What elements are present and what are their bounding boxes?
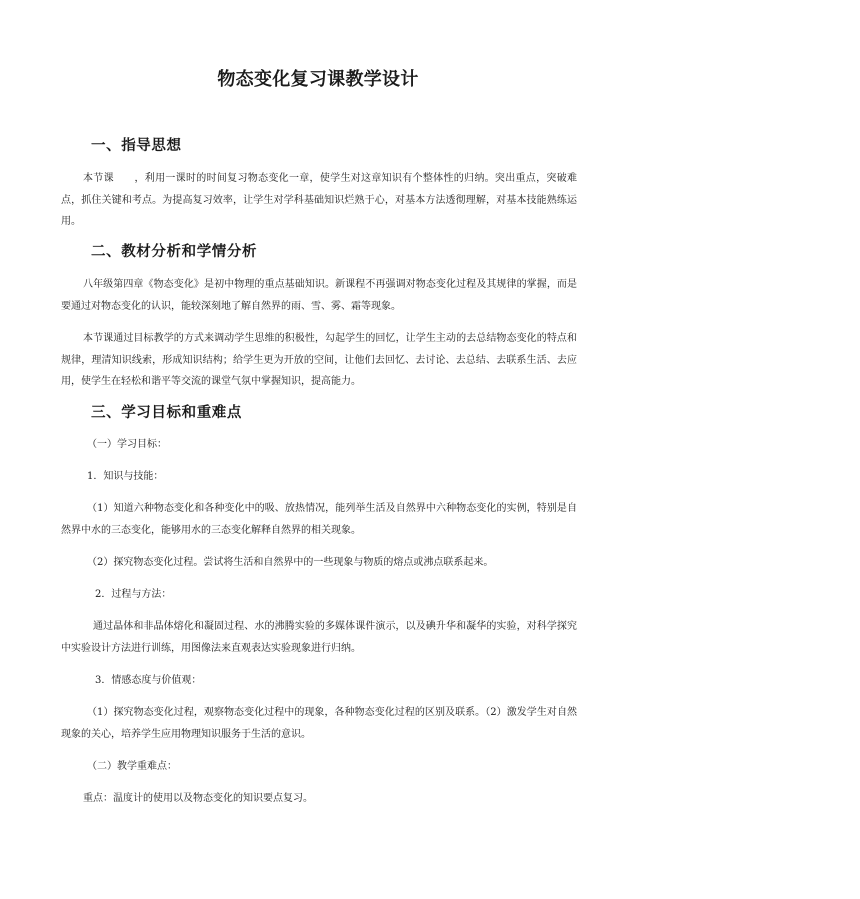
process-method-paragraph: 通过晶体和非晶体熔化和凝固过程、水的沸腾实验的多媒体课件演示，以及碘升华和凝华的实验，对科学探究中实验设计方法进行训练，用图像法来直观表达实验现象进行归纳。 xyxy=(61,621,577,654)
section-heading-guiding-thought: 一、指导思想 xyxy=(91,138,182,154)
section-heading-analysis: 二、教材分析和学情分析 xyxy=(91,244,258,260)
objective-process-method: 2．过程与方法： xyxy=(95,589,172,600)
section2-paragraph-1: 八年级第四章《物态变化》是初中物理的重点基础知识。新课程不再强调对物态变化过程及其规律的掌握，而是要通过对物态变化的认识，能较深刻地了解自然界的雨、雪、雾、霜等现象。 xyxy=(61,279,577,312)
knowledge-item-2: （2）探究物态变化过程。尝试将生活和自然界中的一些现象与物质的熔点或沸点联系起来。 xyxy=(87,557,494,568)
section1-paragraph: 本节课 ，利用一课时的时间复习物态变化一章，使学生对这章知识有个整体性的归纳。突出重点，突破难点，抓住关键和考点。为提高复习效率，让学生对学科基础知识烂熟于心，对基本方法透彻理解，对基本技能熟练运用。 xyxy=(61,173,577,227)
attitude-values-paragraph: （1）探究物态变化过程，观察物态变化过程中的现象，各种物态变化过程的区别及联系。（2）激发学生对自然现象的关心，培养学生应用物理知识服务于生活的意识。 xyxy=(61,707,577,740)
subheading-learning-objectives: （一）学习目标： xyxy=(87,439,167,450)
knowledge-item-1: （1）知道六种物态变化和各种变化中的吸、放热情况，能列举生活及自然界中六种物态变化的实例，特别是自然界中水的三态变化，能够用水的三态变化解释自然界的相关现象。 xyxy=(61,503,577,536)
section-heading-objectives: 三、学习目标和重难点 xyxy=(91,405,242,421)
key-point-text: 重点：温度计的使用以及物态变化的知识要点复习。 xyxy=(83,793,313,804)
document-title: 物态变化复习课教学设计 xyxy=(217,69,419,90)
objective-attitude-values: 3．情感态度与价值观： xyxy=(95,675,202,686)
section2-paragraph-2: 本节课通过目标教学的方式来调动学生思维的积极性，勾起学生的回忆，让学生主动的去总结物态变化的特点和规律，理清知识线索，形成知识结构；给学生更为开放的空间，让他们去回忆、去讨论、去总结、去联系生活、去应用，使学生在轻松和谐平等交流的课堂气氛中掌握知识，提高能力。 xyxy=(61,333,577,387)
objective-knowledge-skills: 1．知识与技能： xyxy=(87,471,164,482)
subheading-key-points: （二）教学重难点： xyxy=(87,761,177,772)
